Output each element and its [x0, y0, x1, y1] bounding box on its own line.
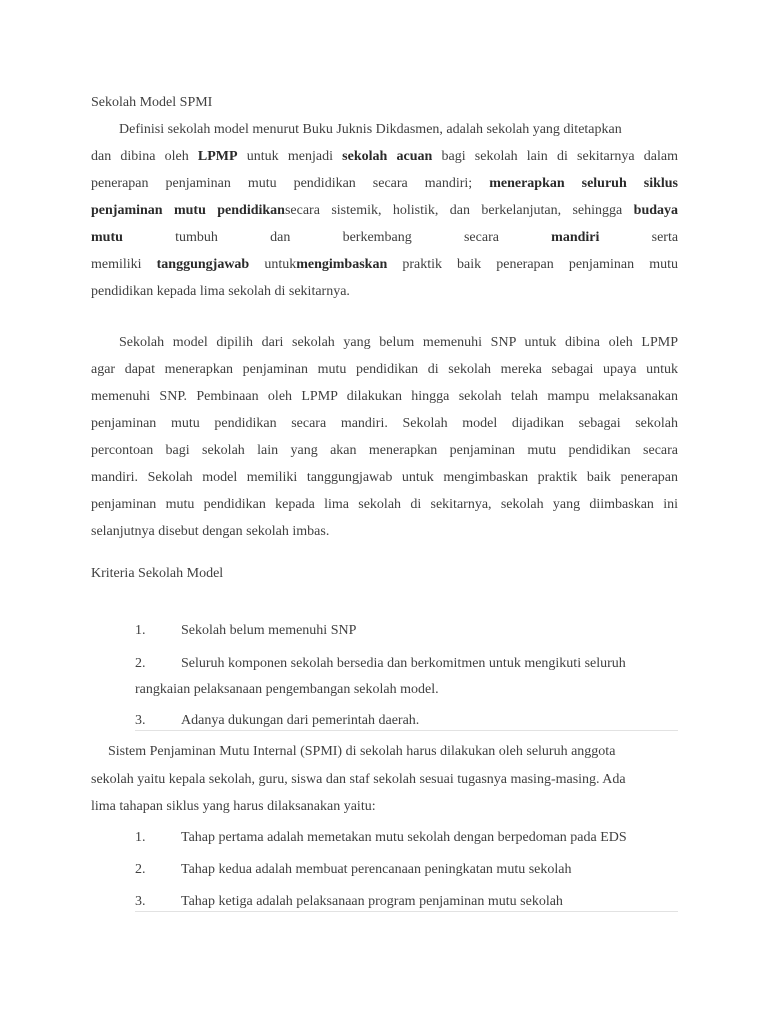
p1-line-5: mutu tumbuh dan berkembang secara mandiri serta — [91, 230, 679, 245]
kriteria-heading: Kriteria Sekolah Model — [91, 566, 224, 581]
p3-line-3: lima tahapan siklus yang harus dilaksanakan yaitu: — [91, 799, 376, 814]
p1-line-4: penjaminan mutu pendidikansecara sistemik, holistik, dan berkelanjutan, sehingga budaya — [91, 203, 679, 218]
tahapan-number-1: 1. — [135, 830, 146, 845]
p1-line-3: penerapan penjaminan mutu pendidikan secara mandiri; menerapkan seluruh siklus — [91, 176, 678, 191]
p2-line-2: agar dapat menerapkan penjaminan mutu pendidikan di sekolah mereka sebagai upaya untuk — [91, 362, 678, 377]
p3-line-2: sekolah yaitu kepala sekolah, guru, siswa dan staf sekolah sesuai tugasnya masing-masing. Ada — [91, 772, 626, 787]
kriteria-item-1: Sekolah belum memenuhi SNP — [181, 623, 357, 638]
p2-line-6: mandiri. Sekolah model memiliki tanggungjawab untuk mengimbaskan praktik baik penerapan — [91, 470, 678, 485]
kriteria-item-3: Adanya dukungan dari pemerintah daerah. — [181, 713, 420, 728]
kriteria-item-2: Seluruh komponen sekolah bersedia dan berkomitmen untuk mengikuti seluruh — [181, 656, 626, 671]
p1-line-6: memiliki tanggungjawab untukmengimbaskan praktik baik penerapan penjaminan mutu — [91, 257, 678, 272]
p2-line-7: penjaminan mutu pendidikan kepada lima sekolah di sekitarnya, sekolah yang diimbaskan ini — [91, 497, 678, 512]
p1-line-1: Definisi sekolah model menurut Buku Juknis Dikdasmen, adalah sekolah yang ditetapkan — [119, 122, 622, 137]
document-title: Sekolah Model SPMI — [91, 95, 213, 110]
p2-line-8: selanjutnya disebut dengan sekolah imbas. — [91, 524, 330, 539]
tahapan-number-2: 2. — [135, 862, 146, 877]
p3-line-1: Sistem Penjaminan Mutu Internal (SPMI) di sekolah harus dilakukan oleh seluruh anggota — [108, 744, 616, 759]
kriteria-item-2-continuation: rangkaian pelaksanaan pengembangan sekolah model. — [135, 682, 439, 697]
p1-line-7: pendidikan kepada lima sekolah di sekitarnya. — [91, 284, 350, 299]
p1-line-2: dan dibina oleh LPMP untuk menjadi sekolah acuan bagi sekolah lain di sekitarnya dalam — [91, 149, 678, 164]
p2-line-4: penjaminan mutu pendidikan secara mandiri. Sekolah model dijadikan sebagai sekolah — [91, 416, 678, 431]
p2-line-5: percontoan bagi sekolah lain yang akan menerapkan penjaminan mutu pendidikan secara — [91, 443, 678, 458]
kriteria-number-3: 3. — [135, 713, 146, 728]
tahapan-item-2: Tahap kedua adalah membuat perencanaan peningkatan mutu sekolah — [181, 862, 572, 877]
tahapan-item-1: Tahap pertama adalah memetakan mutu sekolah dengan berpedoman pada EDS — [181, 830, 627, 845]
p2-line-1: Sekolah model dipilih dari sekolah yang belum memenuhi SNP untuk dibina oleh LPMP — [119, 335, 678, 350]
tahapan-number-3: 3. — [135, 894, 146, 909]
kriteria-number-1: 1. — [135, 623, 146, 638]
p2-line-3: memenuhi SNP. Pembinaan oleh LPMP dilakukan hingga sekolah telah mampu melaksanakan — [91, 389, 678, 404]
list-divider — [135, 911, 678, 912]
kriteria-number-2: 2. — [135, 656, 146, 671]
list-divider — [135, 730, 678, 731]
tahapan-item-3: Tahap ketiga adalah pelaksanaan program penjaminan mutu sekolah — [181, 894, 563, 909]
